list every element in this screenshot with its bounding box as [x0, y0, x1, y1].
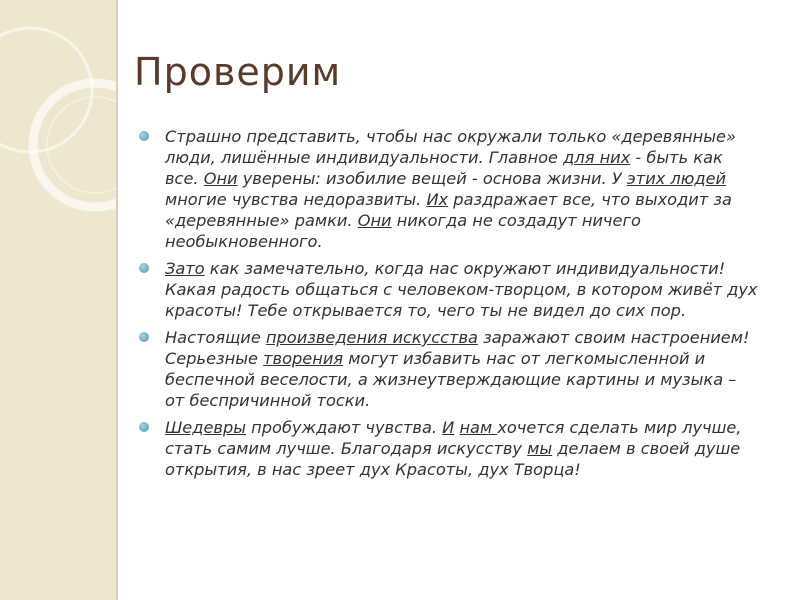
decorative-rings-icon: [0, 0, 116, 600]
bullet-dot-icon: [139, 263, 149, 273]
underlined-text: для них: [563, 148, 631, 167]
underlined-text: этих людей: [626, 169, 727, 188]
underlined-text: И: [442, 418, 455, 437]
bullet-item: [133, 126, 758, 252]
bullet-list: [133, 126, 758, 486]
underlined-text: нам: [459, 418, 498, 437]
underlined-text: Их: [426, 190, 449, 209]
bullet-item: [133, 258, 758, 321]
underlined-text: произведения искусства: [265, 328, 478, 347]
bullet-text: как замечательно, когда нас окружают индивидуальности! Какая радость общаться с человеком-творцом, в котором живёт дух красоты! Тебе открывается то, чего ты не видел до сих пор.: [165, 259, 758, 320]
bullet-text: пробуждают чувства.: [246, 418, 443, 437]
bullet-text: заражают своим настроением! Серьезные: [165, 328, 750, 368]
decorative-side-panel: [0, 0, 116, 600]
bullet-text: делаем в своей душе открытия, в нас зреет дух Красоты, дух Творца!: [165, 439, 741, 479]
panel-divider: [116, 0, 118, 600]
bullet-item: [133, 327, 758, 411]
underlined-text: Они: [357, 211, 392, 230]
bullet-dot-icon: [139, 422, 149, 432]
underlined-text: Они: [203, 169, 238, 188]
bullet-text: - быть как все.: [165, 148, 723, 188]
bullet-text: Страшно представить, чтобы нас окружали только «деревянные» люди, лишённые индивидуальности. Главное: [165, 127, 736, 167]
underlined-text: мы: [527, 439, 553, 458]
underlined-text: Шедевры: [165, 418, 247, 437]
bullet-dot-icon: [139, 131, 149, 141]
bullet-dot-icon: [139, 332, 149, 342]
bullet-text: могут избавить нас от легкомысленной и беспечной веселости, а жизнеутверждающие картины и музыка – от беспричинной тоски.: [165, 349, 737, 410]
bullet-text: многие чувства недоразвиты.: [165, 190, 427, 209]
bullet-text: раздражает все, что выходит за «деревянные» рамки.: [165, 190, 732, 230]
bullet-text: хочется сделать мир лучше, стать самим лучше. Благодаря искусству: [165, 418, 742, 458]
bullet-text: никогда не создадут ничего необыкновенного.: [165, 211, 641, 251]
bullet-text: уверены: изобилие вещей - основа жизни. У: [237, 169, 627, 188]
bullet-text: Настоящие: [165, 328, 266, 347]
underlined-text: Зато: [165, 259, 205, 278]
bullet-item: [133, 417, 758, 480]
slide-title: Проверим: [134, 50, 342, 94]
underlined-text: творения: [263, 349, 344, 368]
